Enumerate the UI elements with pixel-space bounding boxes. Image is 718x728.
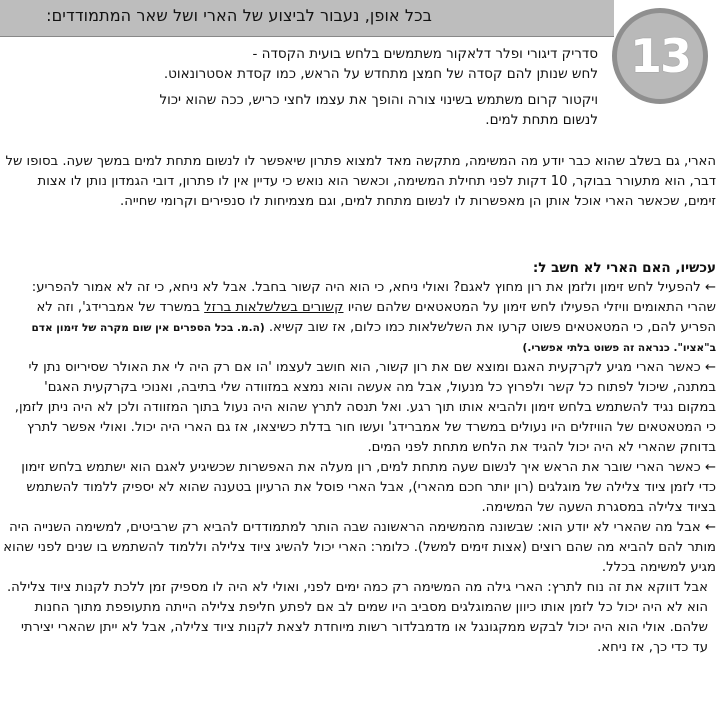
bullet-text: להפעיל לחש זימון ולזמן את רון מחוץ לאגם? ואולי ניחא, כי הוא היה קשור בחבל. אבל לא ניחא, כי זה לא אמור להפריע: שהרי התאומים וויזלי הפעילו לחש זימון על המטאטאים שלהם שהיו <box>31 280 716 315</box>
header-bar <box>0 0 614 37</box>
arrow-left-icon: ← <box>704 280 716 295</box>
intro-line <box>8 44 598 84</box>
bullet-text: כאשר הארי מגיע לקרקעית האגם ומוצא שם את רון קשור, הוא חושב לעצמו 'הו אם רק היה לי את האולר שסיריוס נתן לי במתנה, שיכול לפתוח כל קשר ולפרוץ כל מנעול, אבל מה אעשה והוא נמצא במזוודה שלי בתיבה, ואנוכי בקרקעית האגם' במקום נגיד להשתמש בלחש זימון ולהביא אותו תוך רגע. ואל תנסה לתרץ שהוא היה נעול בתוך המזוודה ולכן לא היה ניתן לזמן, כי המטאטאים של הוויזלים היו נעולים במשרד של אמברידג' ועשו חור בדלת כשיצאו, אז גם הארי היה יכול. ואולי אפשר לתרץ בדוחק שהארי לא היה יכול להגיד את הלחש מתחת לפני המים. <box>14 360 716 455</box>
arrow-left-icon: ← <box>704 520 716 535</box>
intro-text: לחש שנותן להם קסדה של חמצן מתחדש על הראש, כמו קסדת אסטרונאוט. <box>163 66 598 82</box>
editor-note: (ה.מ. בכל הספרים אין שום מקרה של זימון אדם ב"אציו". כנראה זה פשוט בלתי אפשרי.) <box>31 322 716 354</box>
paragraph-text: הארי, גם בשלב שהוא כבר יודע מה המשימה, מתקשה מאד למצוא פתרון שיאפשר לו לנשום מתחת למים במשך שעה. בסופו של דבר, הוא מתעורר בבוקר, 10 דקות לפני תחילת המשימה, וכאשר הוא נואש כי עדיין אין לו פתרון, דובי הגמדון נותן לו אצות זימים, שכאשר הארי אוכל אותן הן מאפשרות לו לנשום מתחת למים, וגם מצמיחות לו סנפירים וקרומי שחייה. <box>5 154 716 209</box>
arrow-left-icon: ← <box>704 460 716 475</box>
bullet-item <box>2 358 716 458</box>
intro-text: ויקטור קרום משתמש בשינוי צורה והופך את עצמו לחצי כריש, ככה שהוא יכול <box>159 92 598 108</box>
bullet-text: כאשר הארי שובר את הראש איך לנשום שעה מתחת למים, רון מעלה את האפשרות שכשיגיע לאגם הוא ישתמש בלחש זימון כדי לזמן ציוד צלילה של מוגלגים (רון יותר חכם מהארי), אבל הארי פוסל את הרעיון בטענה שהוא לא יספיק ללמוד להשתמש בציוד צלילה במסגרת השעה של המשימה. <box>21 460 716 515</box>
arrow-left-icon: ← <box>704 360 716 375</box>
intro-text: לנשום מתחת למים. <box>485 112 598 128</box>
underlined-text: קשורים בשלשלאות ברזל <box>204 300 344 315</box>
body-paragraph <box>2 152 716 212</box>
bullet-item <box>2 518 716 578</box>
closing-paragraph: אבל דווקא את זה נוח לתרץ: הארי גילה מה המשימה רק כמה ימים לפני, ואולי לא היה לו מספיק זמן ללכת לקנות ציוד צלילה. הוא לא היה יכול כל לזמן אותו כיוון שהמוגלגים מסביב היו שמים לב אם לפתע חליפת צלילה הייתה מתעופפת מתוך החנות שלהם. אולי הוא היה יכול לבקש ממקגונגל או מדמבלדור רשות מיוחדת לצאת לקנות ציוד צלילה, אבל לא ייתן שהארי יצירתי עד כדי כך, אז ניחא. <box>6 580 708 655</box>
bullet-item <box>2 458 716 518</box>
bullet-text: אבל מה שהארי לא יודע הוא: שבשונה מהמשימה הראשונה שבה הותר למתמודדים להביא רק שרביטים, למשימה השנייה היה מותר להם להביא מה שהם רוצים (אצות זימים למשל). כלומר: הארי יכול להשיג ציוד צלילה וללמוד להשתמש בו שנים לפני שהוא מגיע למשימה בכלל. <box>3 520 716 575</box>
bullet-text: במשרד של אמברידג', וזה לא הפריע להם, כי המטאטאים פשוט קרעו את השלשלאות כמו כלום, אז שוב קשיא. <box>36 300 716 335</box>
bullet-item <box>2 278 716 358</box>
question-section <box>2 258 716 658</box>
chapter-number: 13 <box>630 29 691 83</box>
section-title: בכל אופן, נעבור לביצוע של הארי ושל שאר המתמודדים: <box>46 6 432 25</box>
chapter-number-badge <box>612 8 708 104</box>
question-heading: עכשיו, האם הארי לא חשב ל: <box>532 260 716 276</box>
intro-text: סדריק דיגורי ופלר דלאקור משתמשים בלחש בועית הקסדה - <box>252 46 598 62</box>
intro-block <box>8 44 598 136</box>
intro-line <box>8 90 598 130</box>
